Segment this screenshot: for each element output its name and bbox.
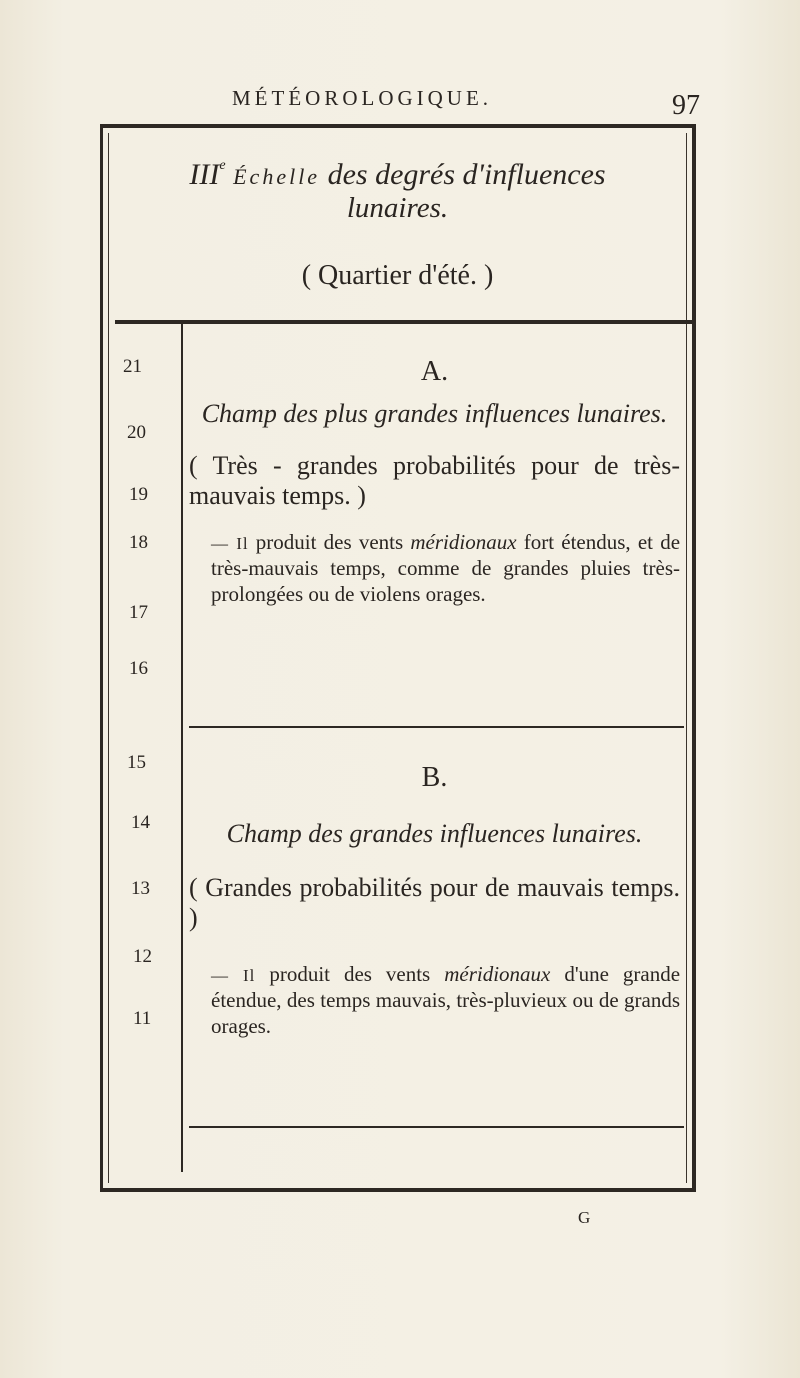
scale-number: 11 — [133, 1008, 152, 1029]
section-title: Champ des grandes influences lunaires. — [226, 819, 643, 848]
title-prefix-sup: e — [219, 158, 226, 173]
scale-number: 17 — [129, 602, 148, 623]
signature-mark: G — [578, 1208, 591, 1227]
desc-pre: produit des vents — [255, 529, 404, 554]
scale-number: 15 — [127, 752, 146, 773]
section-b — [189, 762, 680, 1040]
title-line-1 — [103, 158, 692, 193]
title-prefix: III — [189, 158, 220, 191]
section-probability: ( Grandes probabilités pour de mauvais temps. ) — [189, 873, 680, 933]
section-rule — [189, 726, 684, 728]
scale-number: 12 — [133, 946, 152, 967]
running-head: MÉTÉOROLOGIQUE. — [232, 86, 493, 110]
scale-number: 16 — [129, 658, 148, 679]
section-description — [189, 529, 680, 608]
section-letter: A. — [420, 356, 449, 387]
title-echelle: Échelle — [233, 164, 321, 189]
scale-number: 14 — [131, 812, 150, 833]
section-a — [189, 356, 680, 608]
desc-post: fort étendus, et de très-mauvais temps, comme de grandes pluies très-prolongées ou de violens orages. — [211, 529, 681, 607]
desc-lead: — Il — [211, 965, 256, 985]
title-rule — [115, 320, 692, 324]
section-probability: ( Très - grandes probabilités pour de très-mauvais temps. ) — [189, 451, 680, 511]
section-title: Champ des plus grandes influences lunaires. — [201, 399, 668, 428]
desc-pre: produit des vents — [269, 961, 431, 986]
desc-post: d'une grande étendue, des temps mauvais, très-pluvieux ou de grands orages. — [211, 961, 681, 1039]
scale-divider — [181, 324, 183, 1172]
title-line-2: lunaires. — [346, 191, 449, 224]
page-number: 97 — [672, 90, 700, 121]
section-letter: B. — [421, 762, 448, 793]
table-frame — [100, 124, 696, 1192]
section-description — [189, 961, 680, 1040]
desc-italic: méridionaux — [444, 961, 551, 986]
scale-number: 20 — [127, 422, 146, 443]
section-rule — [189, 1126, 684, 1128]
table-title — [103, 158, 692, 224]
scale-number: 19 — [129, 484, 148, 505]
scale-number: 13 — [131, 878, 150, 899]
scale-number: 18 — [129, 532, 148, 553]
title-rest: des degrés d'influences — [327, 158, 606, 191]
desc-italic: méridionaux — [410, 529, 517, 554]
desc-lead: — Il — [211, 533, 249, 553]
scale-number: 21 — [123, 356, 142, 377]
subtitle: ( Quartier d'été. ) — [301, 260, 494, 291]
